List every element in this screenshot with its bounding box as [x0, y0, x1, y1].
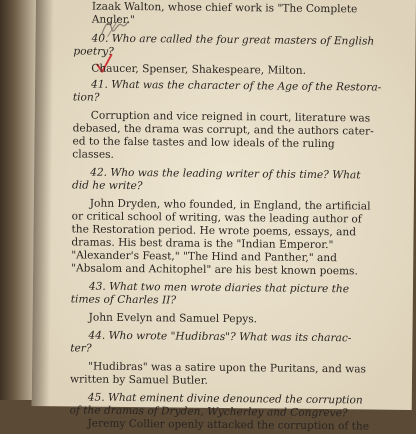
question-line: of the dramas of Dryden, Wycherley and Congreve?: [69, 404, 348, 420]
answer-line: John Dryden, who founded, in England, the artificial: [89, 197, 371, 213]
answer-line: "Alexander's Feast," "The Hind and Panther," and: [71, 249, 337, 265]
question-line: ter?: [70, 342, 92, 355]
answer-line: written by Samuel Butler.: [69, 373, 208, 387]
question-line: 43. What two men wrote diaries that picture the: [88, 280, 350, 296]
question-line: 45. What eminent divine denounced the corruption: [87, 391, 363, 407]
question-line: 42. Who was the leading writer of this time? What: [90, 166, 361, 182]
answer-line: or critical school of writing, was the leading author of: [71, 210, 362, 226]
question-line: poetry?: [73, 45, 114, 58]
answer-line: Corruption and vice reigned in court, literature was: [90, 109, 371, 125]
answer-line: Jeremy Collier openly attacked the corruption of the: [87, 417, 370, 433]
answer-line: the Restoration period. He wrote poems, essays, and: [71, 223, 357, 239]
question-line: times of Charles II?: [70, 293, 177, 307]
answer-line: debased, the drama was corrupt, and the authors cater-: [72, 122, 374, 138]
answer-line: Izaak Walton, whose chief work is "The Complete: [91, 0, 358, 16]
answer-line: "Absalom and Achitophel" are his best known poems.: [71, 262, 358, 278]
book-page: [32, 0, 416, 433]
answer-line: classes.: [72, 148, 114, 161]
answer-line: ed to the false tastes and low ideals of the ruling: [72, 135, 335, 151]
answer-line: dramas. His best drama is the "Indian Emperor.": [71, 236, 334, 252]
answer-line: Angler.": [91, 13, 135, 27]
question-line: 40. Who are called the four great masters of English: [91, 32, 375, 48]
question-line: 41. What was the character of the Age of the Restora-: [91, 78, 382, 94]
answer-line: Chaucer, Spenser, Shakespeare, Milton.: [91, 62, 307, 77]
answer-line: "Hudibras" was a satire upon the Puritans, and was: [88, 360, 367, 376]
answer-line: John Evelyn and Samuel Pepys.: [88, 311, 258, 326]
question-line: tion?: [72, 91, 100, 104]
question-line: did he write?: [71, 179, 143, 193]
page-gutter-shadow: [32, 0, 54, 406]
question-line: 44. Who wrote "Hudibras"? What was its charac-: [88, 329, 352, 345]
